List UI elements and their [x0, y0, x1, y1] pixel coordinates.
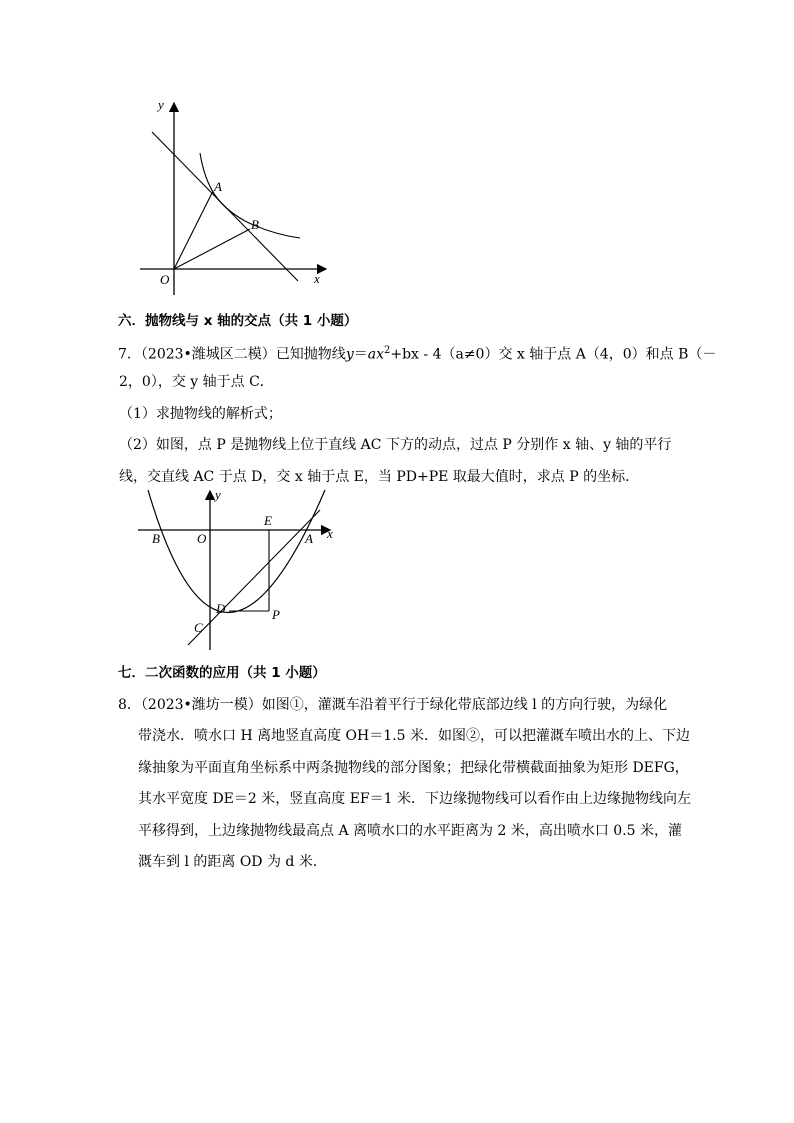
hyperbola-curve: [200, 153, 300, 238]
problem-source: （2023•潍城区二模）: [140, 346, 276, 363]
problem-8-line-6: 溉车到 l 的距离 OD 为 d 米．: [138, 854, 327, 870]
label-y: y: [215, 487, 221, 502]
label-x: x: [314, 271, 320, 286]
segment-ob: [174, 229, 250, 269]
problem-number: 7．: [118, 346, 141, 363]
problem-8-line-2: 带浇水．喷水口 H 离地竖直高度 OH＝1.5 米．如图②，可以把灌溉车喷出水的上、下边: [138, 728, 690, 744]
label-a: A: [305, 531, 313, 546]
label-o: O: [160, 272, 170, 287]
parabola-curve: [148, 490, 325, 613]
problem-8-line-1: 8．（2023•潍坊一模）如图①，灌溉车沿着平行于绿化带底部边线 l 的方向行驶，为绿化: [118, 697, 668, 713]
section-7-heading: 七．二次函数的应用（共 1 小题）: [118, 665, 326, 681]
label-o: O: [197, 531, 207, 546]
label-b: B: [251, 217, 259, 232]
problem-7-line-1: 7．（2023•潍城区二模）已知抛物线$y=ax^2+bx - 4(a\ne 0)$交 x 轴于点 A（4，0）和点 B（－: [118, 345, 717, 363]
problem-7-question-2-line-1: （2）如图，点 P 是抛物线上位于直线 AC 下方的动点，过点 P 分别作 x 轴、y 轴的平行: [119, 437, 672, 453]
segment-oa: [174, 191, 213, 269]
problem-8-line-4: 其水平宽度 DE＝2 米，竖直高度 EF＝1 米．下边缘抛物线可以看作由上边缘抛物线向左: [138, 791, 691, 807]
label-a: A: [214, 179, 222, 194]
figure-2: [130, 485, 350, 650]
label-b: B: [152, 531, 160, 546]
problem-8-line-5: 平移得到，上边缘抛物线最高点 A 离喷水口的水平距离为 2 米，高出喷水口 0.5 米，灌: [138, 823, 682, 839]
figure-1: [130, 95, 340, 295]
label-c: C: [194, 620, 203, 635]
label-p: P: [272, 607, 280, 622]
problem-7-question-1: （1）求抛物线的解析式；: [119, 406, 282, 422]
problem-8-line-3: 缘抽象为平面直角坐标系中两条抛物线的部分图象；把绿化带横截面抽象为矩形 DEFG，: [138, 760, 689, 776]
label-y: y: [158, 97, 164, 112]
label-x: x: [327, 526, 333, 541]
problem-7-line-2: 2，0），交 y 轴于点 C．: [119, 374, 274, 390]
label-e: E: [264, 513, 272, 528]
section-6-heading: 六．抛物线与 x 轴的交点（共 1 小题）: [118, 313, 358, 329]
problem-number: 8．: [118, 697, 141, 713]
label-d: D: [216, 601, 226, 616]
problem-7-question-2-line-2: 线，交直线 AC 于点 D，交 x 轴于点 E，当 PD+PE 取最大值时，求点 P 的坐标．: [119, 469, 640, 485]
